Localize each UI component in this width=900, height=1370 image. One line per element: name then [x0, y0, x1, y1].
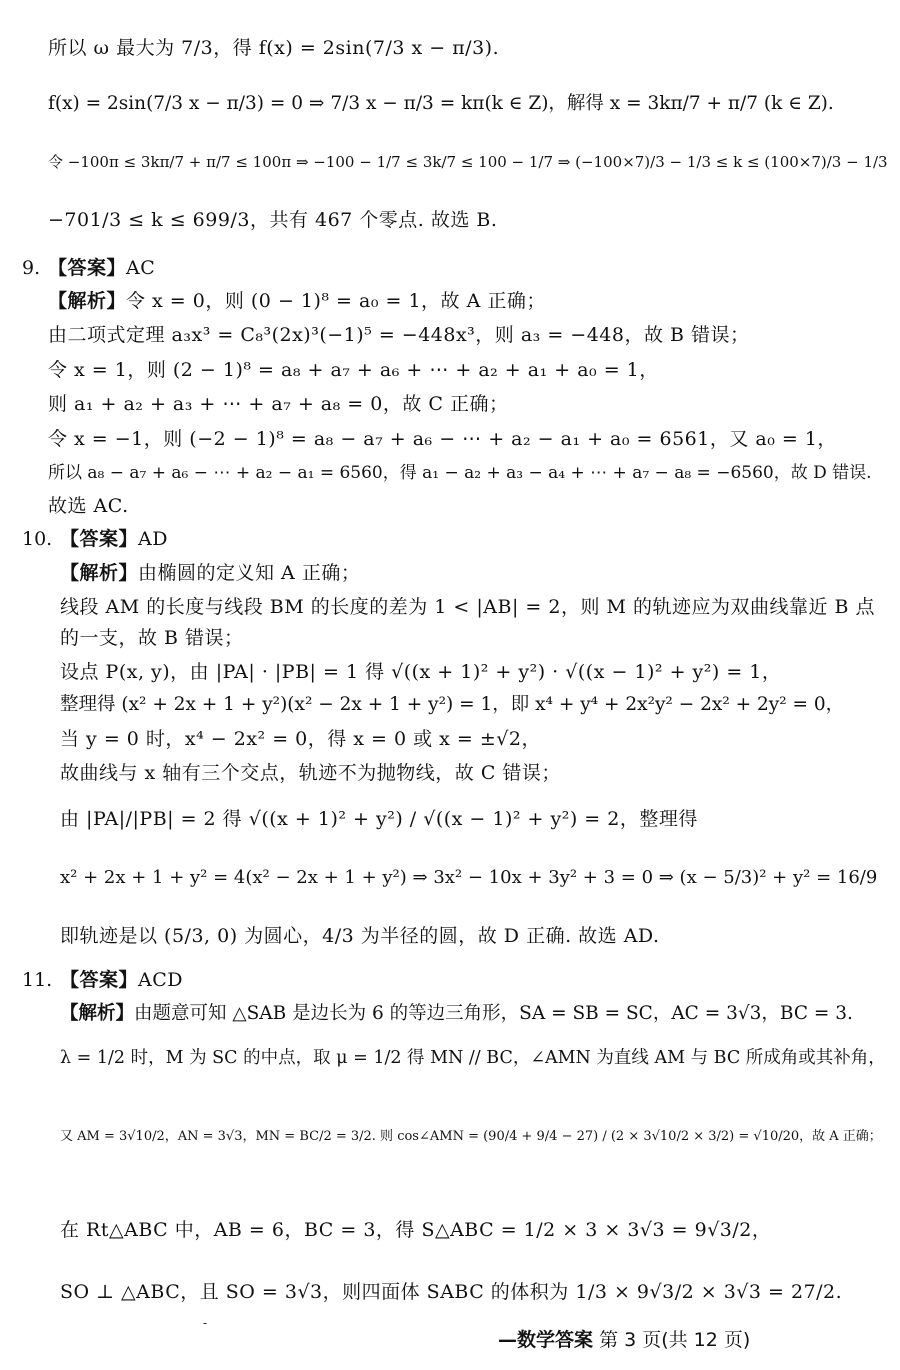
- q10-line-3: 的一支，故 B 错误；: [60, 627, 244, 649]
- q9-line-5: 令 x = −1，则 (−2 − 1)⁸ = a₈ − a₇ + a₆ − ⋯ + a₂ − a₁ + a₀ = 6561，又 a₀ = 1，: [48, 428, 837, 450]
- q11-line-2: λ = 1/2 时，M 为 SC 的中点，取 μ = 1/2 得 MN // BC，∠AMN 为直线 AM 与 BC 所成角或其补角，: [60, 1048, 886, 1068]
- q9-line-1: 【解析】令 x = 0，则 (0 − 1)⁸ = a₀ = 1，故 A 正确；: [48, 290, 546, 312]
- q11-number: 11.: [22, 969, 53, 991]
- q10-line-1: 【解析】由椭圆的定义知 A 正确；: [60, 562, 361, 584]
- q9-answer: [48, 256, 155, 280]
- q9-line-4: 则 a₁ + a₂ + a₃ + ⋯ + a₇ + a₈ = 0，故 C 正确；: [48, 393, 509, 415]
- q9-line-6: 所以 a₈ − a₇ + a₆ − ⋯ + a₂ − a₁ = 6560，得 a₁ − a₂ + a₃ − a₄ + ⋯ + a₇ − a₈ = −6560，故 D 错误.: [48, 463, 872, 483]
- q9-number: 9.: [22, 257, 41, 279]
- q11-line-3: 又 AM = 3√10/2，AN = 3√3，MN = BC/2 = 3/2. 则 cos∠AMN = (90/4 + 9/4 − 27) / (2 × 3√10/2 × 3/2) = √10/20，故 A 正确；: [60, 1129, 882, 1144]
- analysis-tag: 【解析】: [60, 562, 139, 584]
- q11-line-1: 【解析】由题意可知 △SAB 是边长为 6 的等边三角形，SA = SB = SC，AC = 3√3，BC = 3.: [60, 1003, 853, 1024]
- q9-line-7: 故选 AC.: [48, 495, 129, 517]
- footer-page-number: 第 3 页(共 12 页): [599, 1329, 751, 1351]
- footer-subject: —数学答案: [498, 1329, 594, 1351]
- q9-line-2: 由二项式定理 a₃x³ = C₈³(2x)³(−1)⁵ = −448x³，则 a₃ = −448，故 B 错误；: [48, 324, 750, 346]
- q10-line-4: 设点 P(x, y)，由 |PA| · |PB| = 1 得 √((x + 1)² + y²) · √((x − 1)² + y²) = 1，: [60, 661, 782, 683]
- q10-answer: [60, 527, 168, 551]
- q10-line-5: 整理得 (x² + 2x + 1 + y²)(x² − 2x + 1 + y²) = 1，即 x⁴ + y⁴ + 2x²y² − 2x² + 2y² = 0，: [60, 694, 845, 715]
- q8-line-4: −701/3 ≤ k ≤ 699/3，共有 467 个零点. 故选 B.: [48, 209, 498, 231]
- answer-tag: 【答案】: [60, 969, 139, 991]
- q10-line-7: 故曲线与 x 轴有三个交点，轨迹不为抛物线，故 C 错误；: [60, 762, 561, 784]
- analysis-tag: 【解析】: [60, 1003, 135, 1024]
- q11-line-5: SO ⊥ △ABC，且 SO = 3√3，则四面体 SABC 的体积为 1/3 × 9√3/2 × 3√3 = 27/2.: [60, 1281, 843, 1303]
- q10-line-6: 当 y = 0 时，x⁴ − 2x² = 0，得 x = 0 或 x = ±√2，: [60, 728, 541, 750]
- q11-answer: [60, 968, 183, 992]
- stray-mark: -: [203, 1316, 208, 1330]
- q9-answer-value: AC: [126, 257, 156, 279]
- q10-line-8: 由 |PA|/|PB| = 2 得 √((x + 1)² + y²) / √((x − 1)² + y²) = 2，整理得: [60, 808, 698, 830]
- q11-answer-value: ACD: [138, 969, 184, 991]
- q11-line-4: 在 Rt△ABC 中，AB = 6，BC = 3，得 S△ABC = 1/2 × 3 × 3√3 = 9√3/2，: [60, 1219, 772, 1241]
- page-footer: [498, 1328, 750, 1352]
- q10-line-2: 线段 AM 的长度与线段 BM 的长度的差为 1 < |AB| = 2，则 M 的轨迹应为双曲线靠近 B 点: [60, 596, 876, 618]
- q10-line-10: 即轨迹是以 (5/3, 0) 为圆心，4/3 为半径的圆，故 D 正确. 故选 AD.: [60, 925, 660, 947]
- q9-line-3: 令 x = 1，则 (2 − 1)⁸ = a₈ + a₇ + a₆ + ⋯ + a₂ + a₁ + a₀ = 1，: [48, 359, 659, 381]
- analysis-tag: 【解析】: [48, 290, 127, 312]
- answer-tag: 【答案】: [60, 528, 139, 550]
- q10-line-9: x² + 2x + 1 + y² = 4(x² − 2x + 1 + y²) ⇒ 3x² − 10x + 3y² + 3 = 0 ⇒ (x − 5/3)² + y² = 16/9: [60, 867, 878, 888]
- q10-number: 10.: [22, 528, 53, 550]
- q8-line-3: 令 −100π ≤ 3kπ/7 + π/7 ≤ 100π ⇒ −100 − 1/7 ≤ 3k/7 ≤ 100 − 1/7 ⇒ (−100×7)/3 − 1/3 ≤ k ≤ (100×7)/3 − 1/3: [48, 153, 888, 171]
- q10-answer-value: AD: [138, 528, 168, 550]
- answer-tag: 【答案】: [48, 257, 127, 279]
- q8-line-2: f(x) = 2sin(7/3 x − π/3) = 0 ⇒ 7/3 x − π/3 = kπ(k ∈ Z)，解得 x = 3kπ/7 + π/7 (k ∈ Z).: [48, 93, 834, 114]
- q8-line-1: 所以 ω 最大为 7/3，得 f(x) = 2sin(7/3 x − π/3).: [48, 37, 500, 59]
